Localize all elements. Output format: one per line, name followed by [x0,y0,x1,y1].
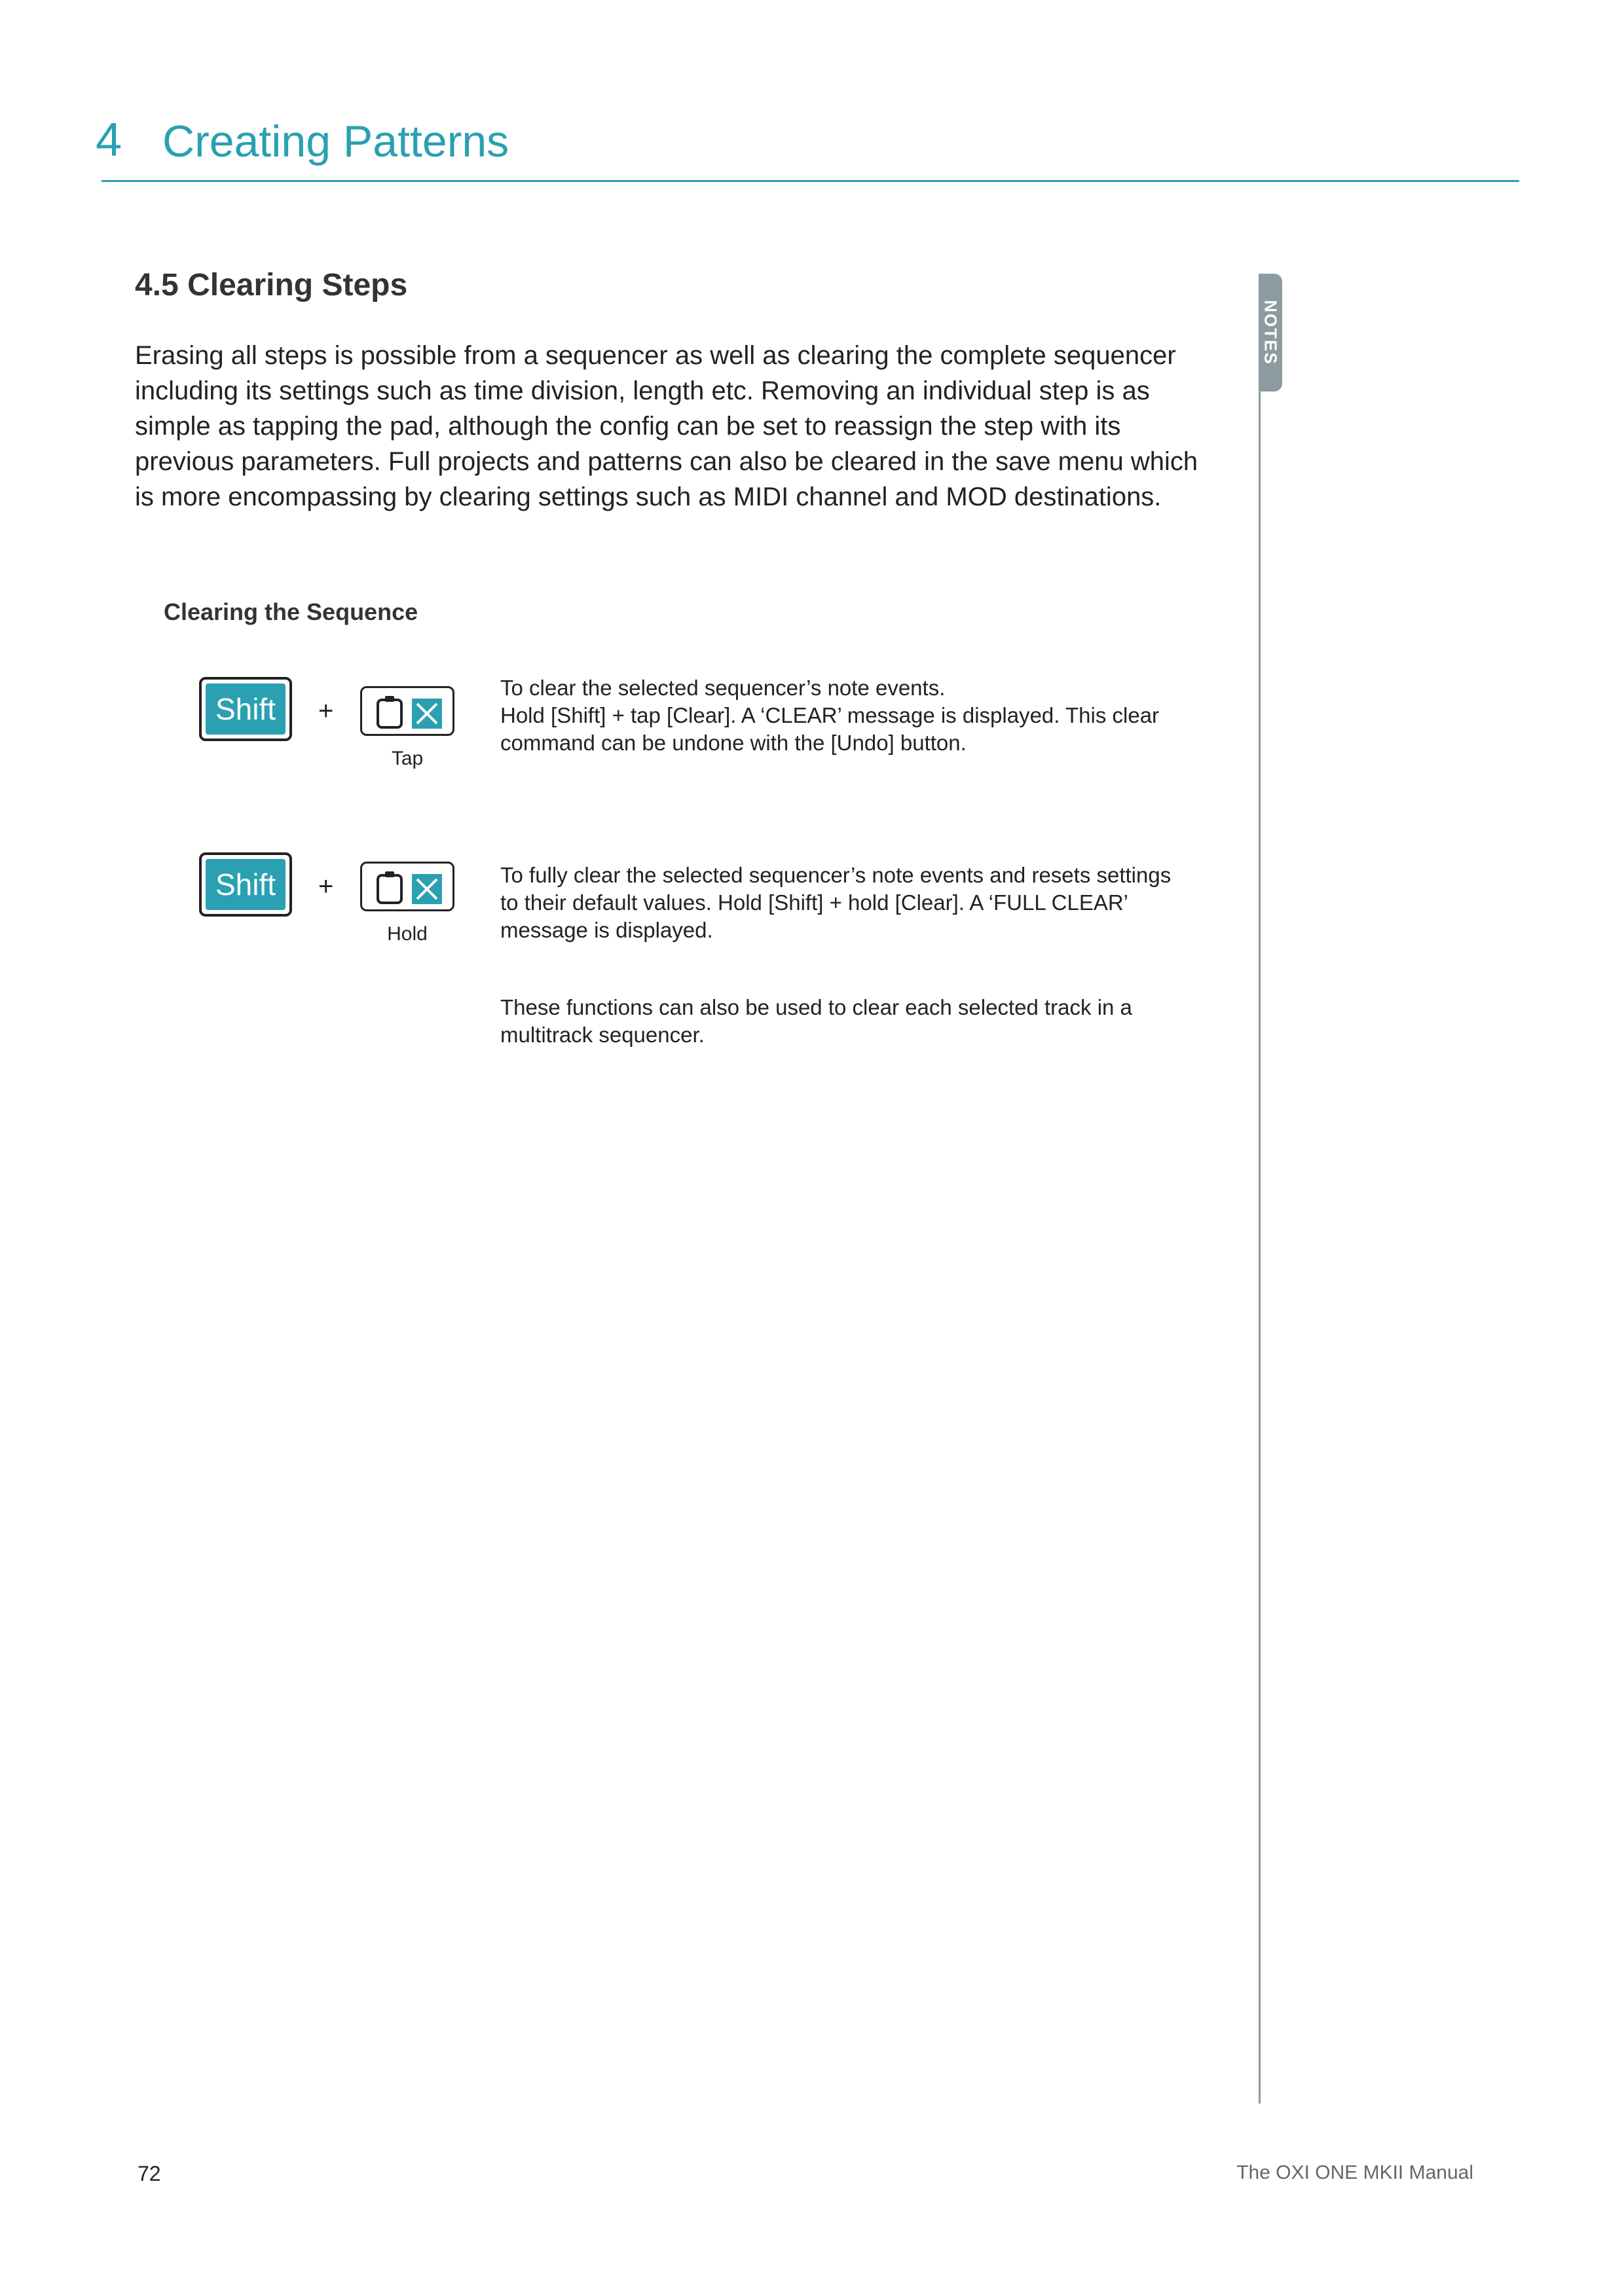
shift-button-diagram [199,852,292,917]
hold-caption: Hold [387,923,428,945]
multitrack-note: These functions can also be used to clear each selected track in a multitrack sequencer. [500,995,1132,1047]
shift-button-label: Shift [206,859,286,910]
clear-button-icons [362,688,456,738]
clear-button-diagram [360,862,454,911]
tap-caption: Tap [391,748,424,769]
close-icon [412,699,442,729]
notes-tab-label: NOTES [1261,300,1281,365]
shift-button-label: Shift [206,683,286,735]
header-divider [101,180,1519,182]
section-title: 4.5 Clearing Steps [135,268,408,302]
clipboard-icon [378,696,401,727]
shift-button-diagram [199,677,292,741]
chapter-title: Creating Patterns [162,117,509,166]
notes-tab [1259,274,1282,392]
clear-button-diagram [360,686,454,736]
subsection-title: Clearing the Sequence [164,598,418,625]
chapter-number: 4 [96,114,122,166]
close-icon [412,874,442,904]
hold-description: To fully clear the selected sequencer’s note events and resets settings to their default values. Hold [Shift] + hold [Clear]. A ‘FULL CLEAR’ message is displayed. [500,863,1172,942]
section-intro: Erasing all steps is possible from a sequencer as well as clearing the complete sequencer including its settings such as time division, length etc. Removing an individual step is as simple as tapping the pad, although the config can be set to reassign the step with its previous parameters. Full projects and patterns can also be cleared in the save menu which is more encompassing by clearing settings such as MIDI channel and MOD destinations. [135,341,1198,511]
notes-margin-line [1259,274,1261,2104]
tap-description: To clear the selected sequencer’s note events. Hold [Shift] + tap [Clear]. A ‘CLEAR’ message is displayed. This clear command can be undone with the [Undo] button. [500,676,1160,755]
plus-sign: + [318,697,334,725]
manual-title: The OXI ONE MKII Manual [1236,2162,1473,2183]
page-number: 72 [138,2162,161,2185]
plus-sign: + [318,872,334,901]
clipboard-icon [378,871,401,903]
clear-button-icons [362,864,456,913]
